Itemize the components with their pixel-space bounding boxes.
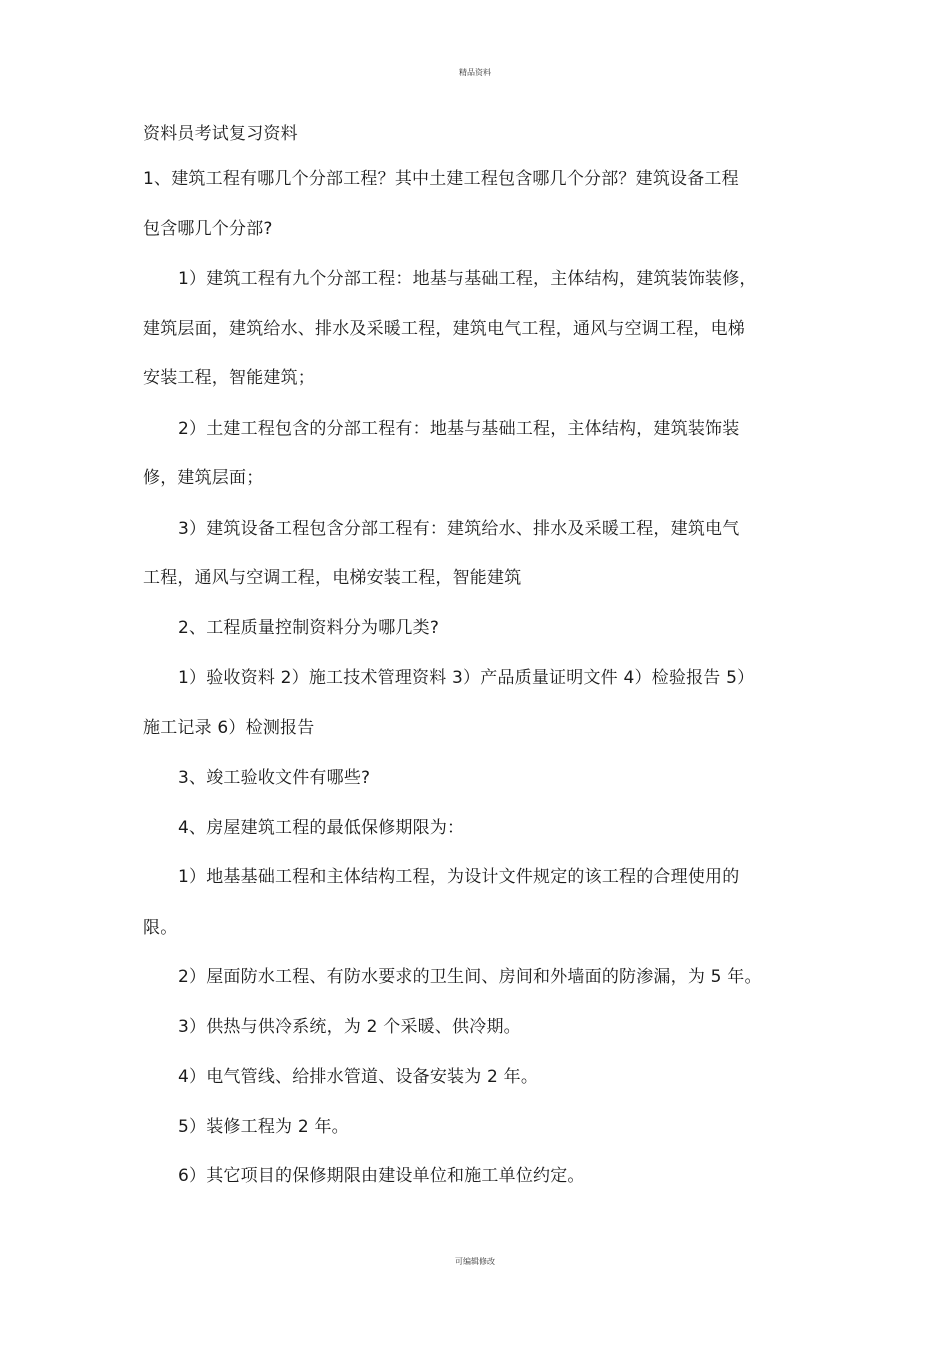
text-line: 4、房屋建筑工程的最低保修期限为： — [178, 818, 465, 838]
text-line: 安装工程，智能建筑； — [143, 368, 315, 388]
text-line: 限。 — [143, 918, 178, 938]
text-line: 1）验收资料 2）施工技术管理资料 3）产品质量证明文件 4）检验报告 5） — [178, 668, 755, 688]
text-line: 2、工程质量控制资料分为哪几类? — [178, 618, 440, 638]
text-line: 施工记录 6）检测报告 — [143, 718, 315, 738]
text-line: 3）供热与供冷系统，为 2 个采暖、供冷期。 — [178, 1017, 521, 1037]
text-line: 4）电气管线、给排水管道、设备安装为 2 年。 — [178, 1067, 539, 1087]
text-line: 5）装修工程为 2 年。 — [178, 1117, 349, 1137]
text-line: 2）土建工程包含的分部工程有：地基与基础工程，主体结构，建筑装饰装 — [178, 419, 740, 439]
footer-watermark: 可编辑修改 — [455, 1257, 495, 1266]
text-line: 工程，通风与空调工程，电梯安装工程，智能建筑 — [143, 568, 522, 588]
text-line: 修，建筑层面； — [143, 468, 264, 488]
text-line: 1、建筑工程有哪几个分部工程？其中土建工程包含哪几个分部？建筑设备工程 — [143, 169, 739, 189]
text-line: 1）地基基础工程和主体结构工程，为设计文件规定的该工程的合理使用的 — [178, 867, 740, 887]
text-line: 建筑层面，建筑给水、排水及采暖工程，建筑电气工程，通风与空调工程，电梯 — [143, 319, 745, 339]
text-line: 2）屋面防水工程、有防水要求的卫生间、房间和外墙面的防渗漏，为 5 年。 — [178, 967, 762, 987]
text-line: 包含哪几个分部? — [143, 219, 273, 239]
text-line: 6）其它项目的保修期限由建设单位和施工单位约定。 — [178, 1166, 585, 1186]
text-line: 3、竣工验收文件有哪些? — [178, 768, 371, 788]
document-title: 资料员考试复习资料 — [143, 124, 298, 144]
text-line: 3）建筑设备工程包含分部工程有：建筑给水、排水及采暖工程，建筑电气 — [178, 519, 740, 539]
header-watermark: 精品资料 — [459, 68, 491, 77]
text-line: 1）建筑工程有九个分部工程：地基与基础工程，主体结构，建筑装饰装修， — [178, 269, 757, 289]
